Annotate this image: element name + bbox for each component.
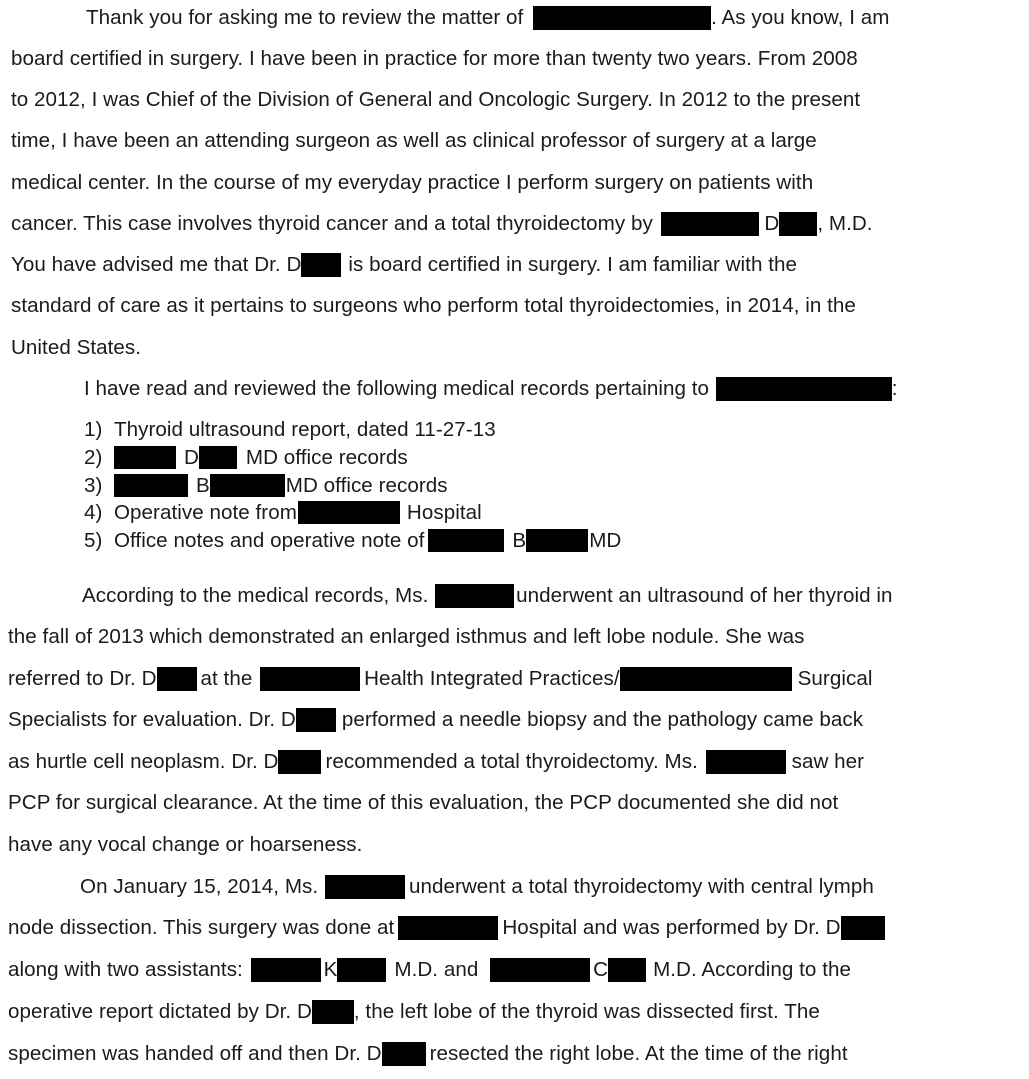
text-line: to 2012, I was Chief of the Division of General and Oncologic Surgery. In 2012 to the present	[11, 88, 861, 111]
redaction-bar	[296, 708, 336, 732]
text-line: time, I have been an attending surgeon as well as clinical professor of surgery at a large	[11, 129, 817, 152]
text-line: have any vocal change or hoarseness.	[8, 833, 363, 856]
redaction-bar	[301, 253, 341, 277]
redaction-bar	[199, 446, 237, 469]
redaction-bar	[490, 958, 590, 982]
text-line: United States.	[11, 336, 142, 359]
redaction-bar	[533, 6, 711, 30]
list-item: 3) B MD office records	[84, 474, 448, 497]
redaction-bar	[841, 916, 885, 940]
text-line: On January 15, 2014, Ms. underwent a total thyroidectomy with central lymph	[80, 875, 874, 898]
list-item: 2) D MD office records	[84, 446, 408, 469]
redaction-bar	[114, 474, 188, 497]
text-line: referred to Dr. D at the Health Integrated Practices/ Surgical	[8, 667, 873, 690]
text-line: specimen was handed off and then Dr. D resected the right lobe. At the time of the right	[8, 1042, 848, 1065]
redaction-bar	[435, 584, 514, 608]
text-line: standard of care as it pertains to surgeons who perform total thyroidectomies, in 2014, in the	[11, 294, 856, 317]
redaction-bar	[398, 916, 498, 940]
redaction-bar	[312, 1000, 354, 1024]
text-line: According to the medical records, Ms. underwent an ultrasound of her thyroid in	[82, 584, 893, 607]
list-item: 4) Operative note from Hospital	[84, 501, 482, 524]
text-line: along with two assistants: K M.D. and C M.D. According to the	[8, 958, 851, 981]
redaction-bar	[706, 750, 786, 774]
redaction-bar	[114, 446, 176, 469]
redaction-bar	[157, 667, 197, 691]
text-line: PCP for surgical clearance. At the time of this evaluation, the PCP documented she did not	[8, 791, 839, 814]
text-line: board certified in surgery. I have been in practice for more than twenty two years. From 2008	[11, 47, 858, 70]
redaction-bar	[278, 750, 321, 774]
text-line: You have advised me that Dr. D is board certified in surgery. I am familiar with the	[11, 253, 798, 276]
redaction-bar	[298, 501, 400, 524]
redaction-bar	[382, 1042, 426, 1066]
text-line: as hurtle cell neoplasm. Dr. D recommended a total thyroidectomy. Ms. saw her	[8, 750, 865, 773]
list-item: 1) Thyroid ultrasound report, dated 11-27-13	[84, 418, 496, 441]
text-line: medical center. In the course of my everyday practice I perform surgery on patients with	[11, 171, 814, 194]
redaction-bar	[620, 667, 792, 691]
text-line: cancer. This case involves thyroid cancer and a total thyroidectomy by D , M.D.	[11, 212, 873, 235]
text-line: the fall of 2013 which demonstrated an enlarged isthmus and left lobe nodule. She was	[8, 625, 805, 648]
text-line: Specialists for evaluation. Dr. D performed a needle biopsy and the pathology came back	[8, 708, 864, 731]
text-line: I have read and reviewed the following medical records pertaining to :	[84, 377, 898, 400]
redaction-bar	[325, 875, 405, 899]
text-line: Thank you for asking me to review the matter of . As you know, I am	[86, 6, 890, 29]
redaction-bar	[526, 529, 588, 552]
redaction-bar	[608, 958, 646, 982]
redaction-bar	[251, 958, 321, 982]
redaction-bar	[716, 377, 892, 401]
list-item: 5) Office notes and operative note of B MD	[84, 529, 622, 552]
redaction-bar	[661, 212, 759, 236]
redaction-bar	[779, 212, 817, 236]
redaction-bar	[428, 529, 504, 552]
redaction-bar	[210, 474, 285, 497]
text-line: node dissection. This surgery was done at Hospital and was performed by Dr. D	[8, 915, 885, 941]
text-line: operative report dictated by Dr. D , the left lobe of the thyroid was dissected first. The	[8, 1000, 820, 1023]
redaction-bar	[260, 667, 360, 691]
redaction-bar	[337, 958, 386, 982]
